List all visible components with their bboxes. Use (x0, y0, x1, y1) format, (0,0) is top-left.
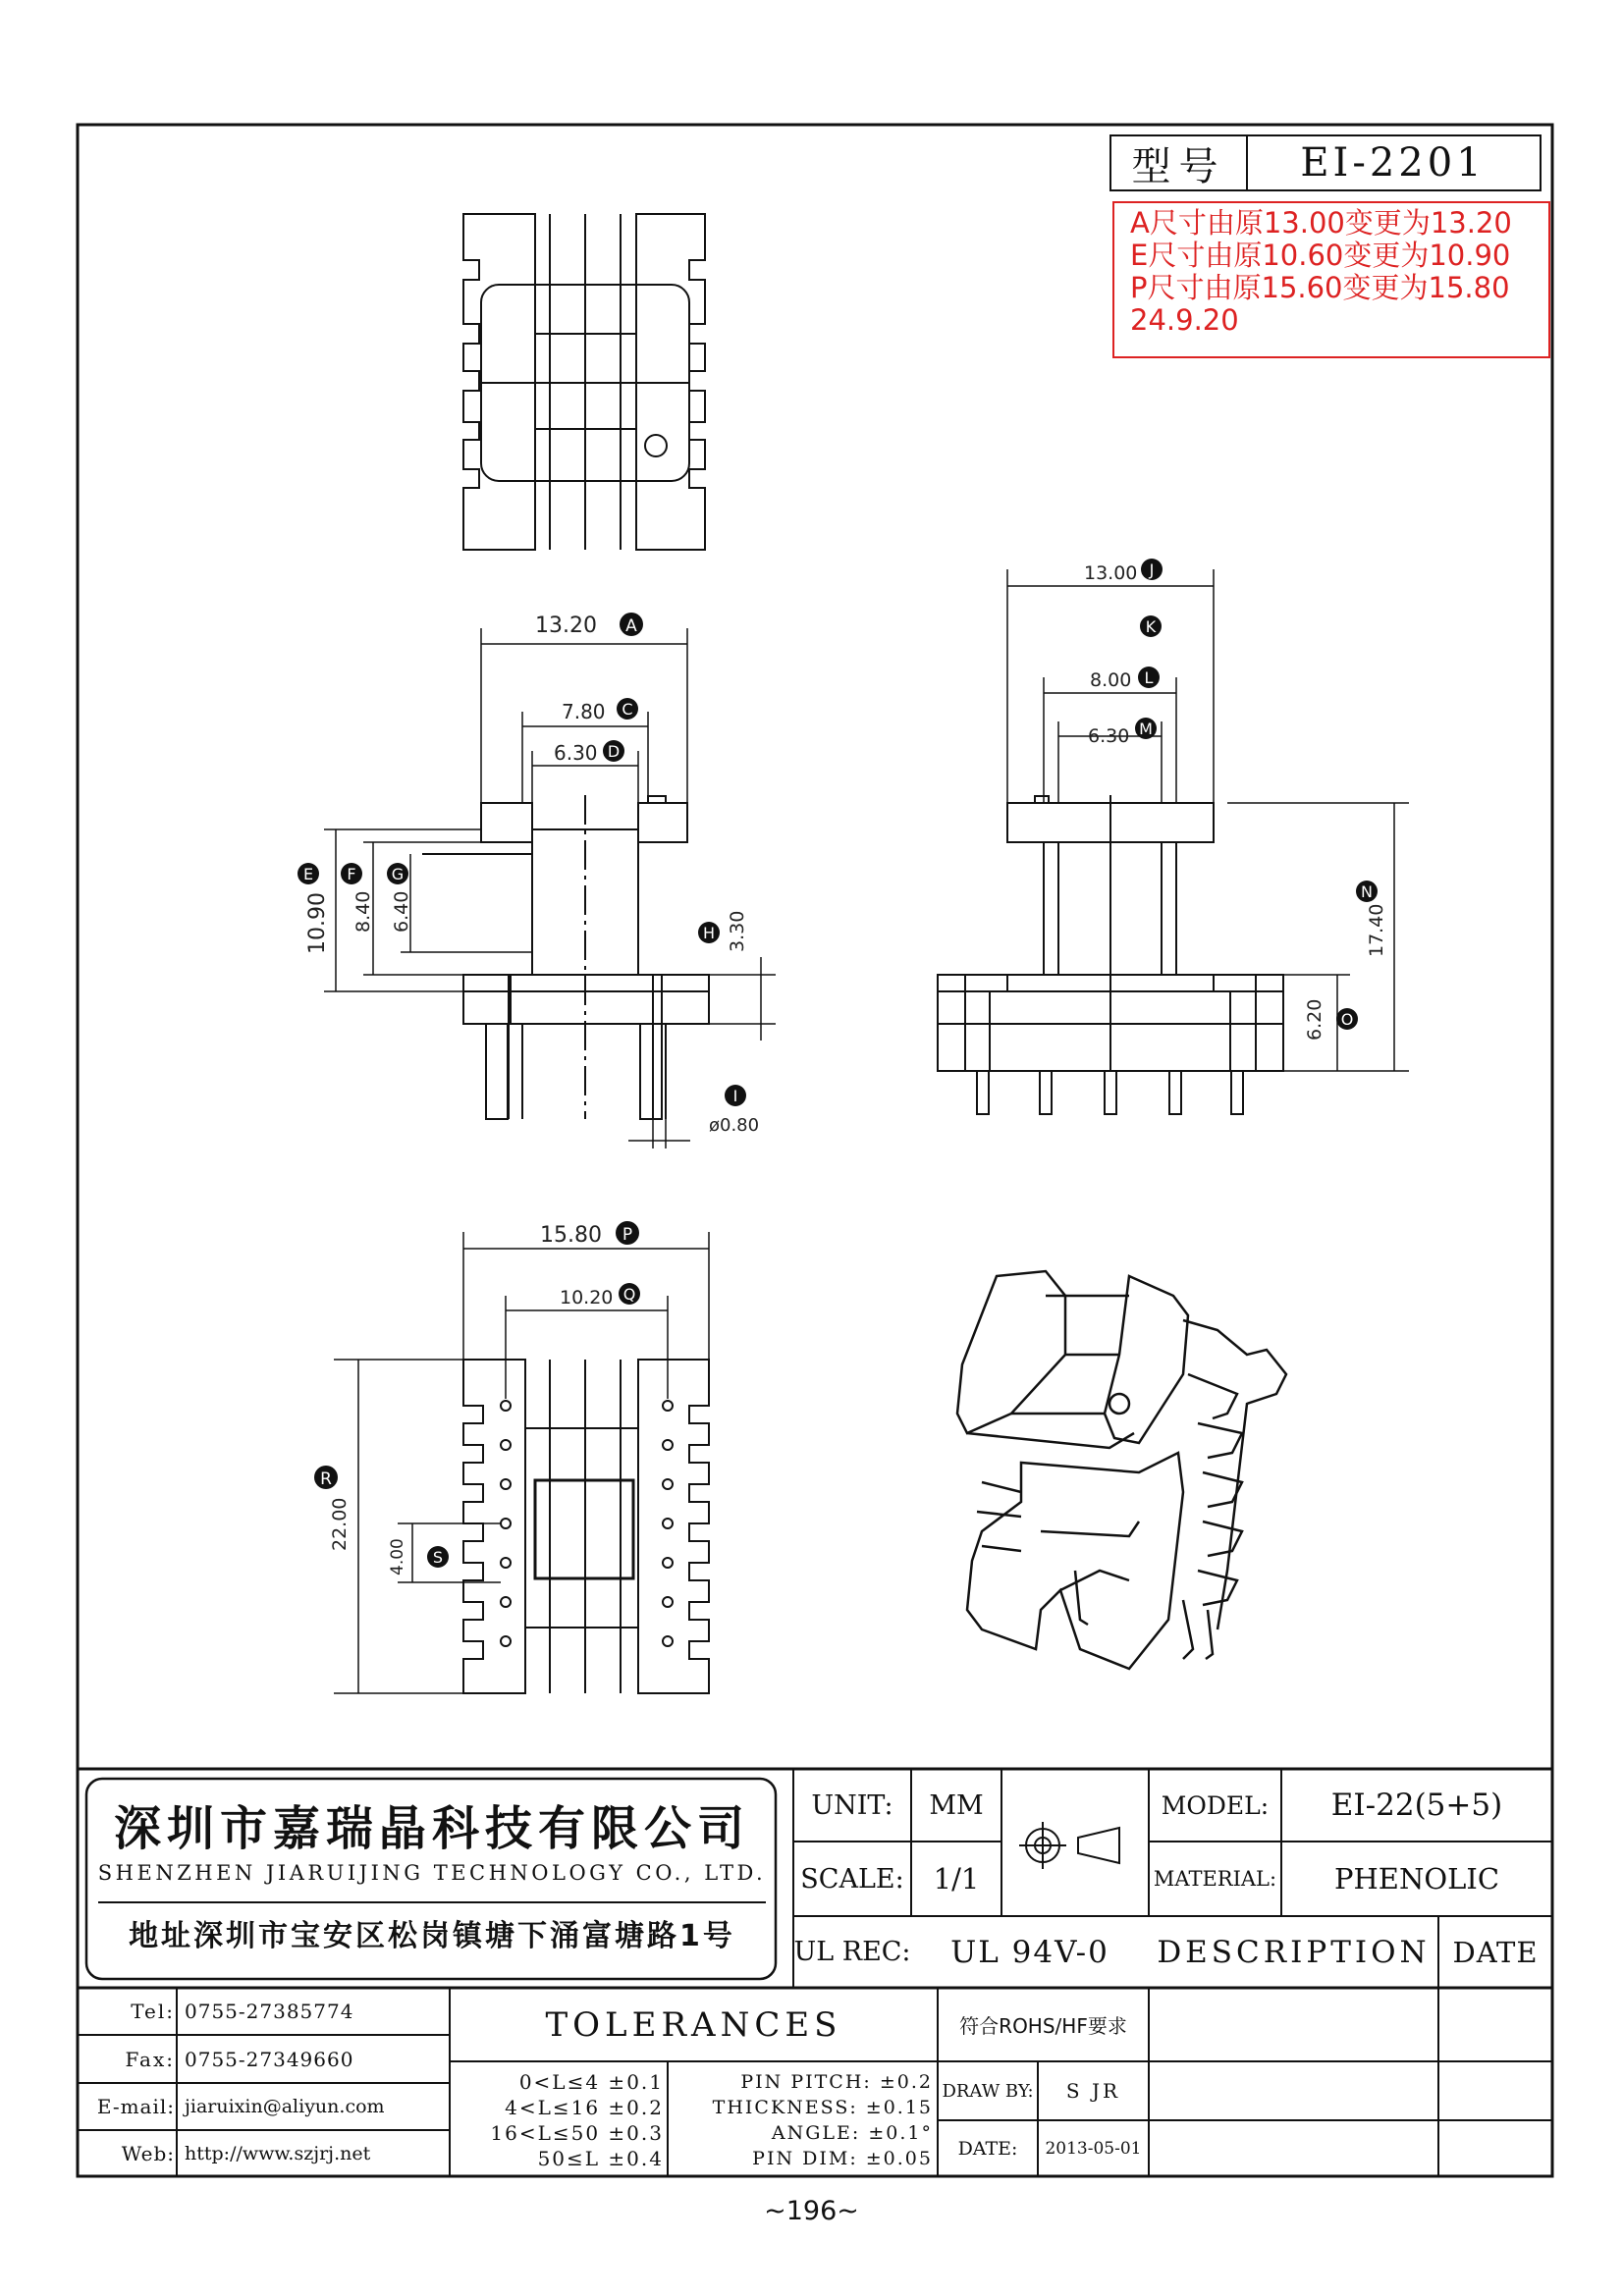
page-number: ~196~ (764, 2195, 859, 2226)
bottom-view (463, 1360, 709, 1693)
unit-value: MM (929, 1789, 984, 1821)
rohs-note: 符合ROHS/HF要求 (959, 2014, 1127, 2038)
dim-l-value: 8.00 (1090, 669, 1132, 691)
date-value: 2013-05-01 (1045, 2138, 1142, 2159)
dim-o-letter: O (1340, 1010, 1354, 1029)
dim-s-value: 4.00 (388, 1538, 407, 1575)
dim-i-value: ø0.80 (709, 1115, 760, 1136)
scale-label: SCALE: (800, 1863, 904, 1895)
revision-date: 24.9.20 (1130, 303, 1239, 337)
third-angle-projection-icon (1019, 1822, 1119, 1869)
fax-value: 0755-27349660 (185, 2047, 354, 2071)
dim-n-value: 17.40 (1366, 903, 1387, 957)
email-label: E-mail: (96, 2095, 175, 2118)
tolerance-angle: ANGLE: ±0.1° (771, 2122, 933, 2144)
dim-f-value: 8.40 (352, 890, 374, 933)
revision-note-e: E尺寸由原10.60变更为10.90 (1130, 239, 1511, 272)
tolerance-pin-dim: PIN DIM: ±0.05 (752, 2148, 933, 2169)
company-address: 地址深圳市宝安区松岗镇塘下涌富塘路1号 (129, 1919, 735, 1953)
dim-m-value: 6.30 (1088, 725, 1130, 747)
dim-e-value: 10.90 (305, 892, 330, 954)
top-view (463, 214, 705, 550)
dim-c-letter: C (622, 700, 633, 719)
tolerance-range-1: 0<L≤4 ±0.1 (518, 2070, 664, 2094)
dimension-lines (324, 569, 1409, 1693)
model-value: EI-22(5+5) (1330, 1788, 1503, 1823)
tolerance-pin-pitch: PIN PITCH: ±0.2 (740, 2071, 933, 2093)
dim-d-value: 6.30 (554, 741, 598, 765)
model-label: MODEL: (1161, 1790, 1270, 1820)
draw-by-value: S JR (1065, 2079, 1121, 2103)
material-value: PHENOLIC (1333, 1862, 1500, 1896)
date-label: DATE: (957, 2137, 1018, 2160)
web-value: http://www.szjrj.net (185, 2142, 371, 2164)
tolerance-specs (670, 2069, 933, 2171)
dim-l-letter: L (1144, 668, 1154, 687)
dim-a-value: 13.20 (535, 614, 597, 638)
dim-m-letter: M (1139, 720, 1153, 738)
tolerance-thickness: THICKNESS: ±0.15 (712, 2097, 933, 2118)
dim-p-value: 15.80 (540, 1223, 602, 1248)
draw-by-label: DRAW BY: (942, 2080, 1034, 2102)
date-header: DATE (1452, 1935, 1539, 1969)
dim-c-value: 7.80 (562, 700, 606, 723)
dim-g-letter: G (391, 865, 405, 883)
dim-i-letter: I (732, 1087, 738, 1105)
dim-r-value: 22.00 (329, 1497, 351, 1551)
model-box-label: 型号 (1111, 136, 1248, 189)
dimension-labels (298, 559, 1387, 1575)
dim-r-letter: R (320, 1469, 332, 1489)
revision-note-p: P尺寸由原15.60变更为15.80 (1130, 271, 1510, 304)
dim-k-letter: K (1145, 617, 1157, 636)
model-box (1109, 134, 1542, 191)
tolerances-title: TOLERANCES (545, 2004, 842, 2045)
model-box-value: EI-2201 (1300, 140, 1486, 186)
email-value: jiaruixin@aliyun.com (185, 2096, 385, 2117)
web-label: Web: (121, 2141, 175, 2165)
dim-j-letter: J (1149, 561, 1155, 579)
material-label: MATERIAL: (1153, 1867, 1277, 1891)
dim-p-letter: P (622, 1225, 633, 1245)
tolerance-range-2: 4<L≤16 ±0.2 (505, 2096, 664, 2119)
dim-o-value: 6.20 (1304, 998, 1325, 1041)
dim-f-letter: F (347, 865, 356, 883)
dim-d-letter: D (607, 742, 621, 761)
tel-label: Tel: (131, 2000, 175, 2023)
tolerance-range-4: 50≤L ±0.4 (537, 2147, 664, 2170)
company-name-cn: 深圳市嘉瑞晶科技有限公司 (113, 1800, 750, 1856)
dim-j-value: 13.00 (1084, 562, 1138, 584)
tolerance-range-3: 16<L≤50 ±0.3 (490, 2121, 664, 2145)
dim-a-letter: A (625, 616, 637, 636)
dim-g-value: 6.40 (391, 890, 412, 933)
isometric-view (957, 1271, 1286, 1669)
dim-q-letter: Q (622, 1285, 636, 1304)
unit-label: UNIT: (811, 1789, 893, 1821)
company-name-en: SHENZHEN JIARUIJING TECHNOLOGY CO., LTD. (97, 1861, 767, 1885)
fax-label: Fax: (125, 2047, 175, 2071)
ul-value: UL 94V-0 (950, 1934, 1109, 1970)
dim-h-letter: H (702, 924, 716, 942)
front-view (422, 795, 709, 1119)
dim-h-value: 3.30 (727, 910, 748, 952)
side-view (938, 795, 1283, 1114)
revision-note-a: A尺寸由原13.00变更为13.20 (1130, 206, 1512, 240)
revision-notes-box (1112, 201, 1550, 358)
tel-value: 0755-27385774 (185, 2000, 354, 2023)
description-header: DESCRIPTION (1157, 1934, 1431, 1970)
scale-value: 1/1 (933, 1862, 980, 1896)
ul-label: UL REC: (793, 1937, 911, 1967)
dim-e-letter: E (302, 865, 314, 883)
dim-s-letter: S (432, 1548, 444, 1567)
dim-n-letter: N (1361, 882, 1373, 901)
dim-q-value: 10.20 (560, 1287, 614, 1308)
tolerance-ranges (454, 2069, 664, 2171)
